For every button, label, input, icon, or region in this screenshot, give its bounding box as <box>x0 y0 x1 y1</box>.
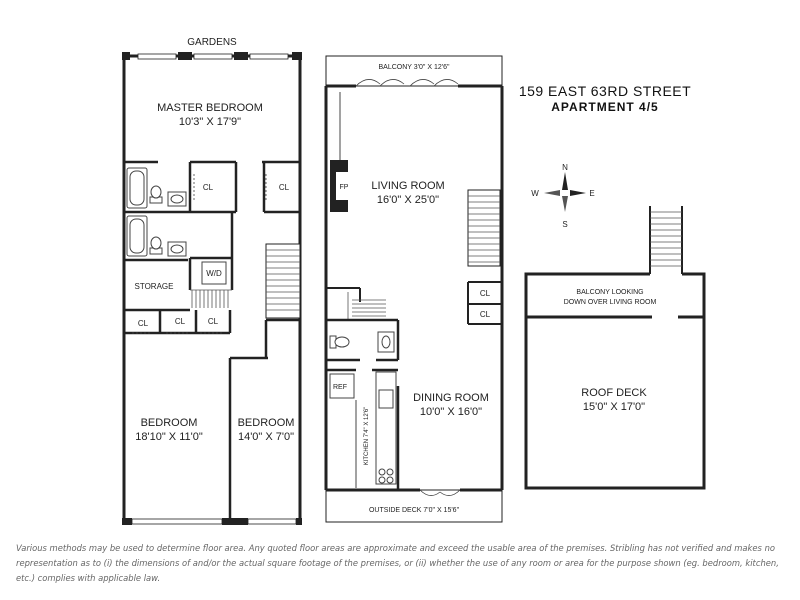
roof-level-plan <box>526 206 704 488</box>
master-bedroom-name: MASTER BEDROOM <box>157 102 263 114</box>
disclaimer-text: Various methods may be used to determine floor area. Any quoted floor areas are approximate and exceed the usable area of the premises. Stribling has not verified and makes no representation as to (i) the dimensions of and/or the actual square footage of the premises, or (ii) whether the use of any room or area for the purpose shown (eg. bedroom, kitchen, etc.) complies with applicable law. <box>16 543 779 583</box>
roof-deck-name: ROOF DECK <box>581 387 647 399</box>
compass-rose <box>531 163 594 229</box>
closet-label: CL <box>207 317 219 326</box>
washer-dryer-label: W/D <box>206 269 222 278</box>
main-stairs <box>468 190 500 266</box>
top-windows <box>122 52 302 60</box>
fireplace-label: FP <box>339 184 349 191</box>
dining-room-dims: 10'0" X 16'0" <box>419 406 483 418</box>
bottom-windows <box>122 518 302 525</box>
living-room-name: LIVING ROOM <box>371 180 445 192</box>
balcony-outline <box>326 56 502 86</box>
closet-label: CL <box>202 183 214 192</box>
lower-floor-interior-walls <box>124 162 300 522</box>
address-heading: 159 EAST 63RD STREET <box>518 83 692 99</box>
bedroom-name: BEDROOM <box>140 417 198 429</box>
balcony-note-line2: DOWN OVER LIVING ROOM <box>563 299 657 306</box>
roof-stairs <box>650 206 682 274</box>
compass-south: S <box>562 220 568 229</box>
bedroom-name: BEDROOM <box>237 417 295 429</box>
main-left-stairs <box>326 288 386 320</box>
gardens-label: GARDENS <box>187 37 237 48</box>
closet-label: CL <box>137 319 149 328</box>
outside-deck-outline <box>326 490 502 522</box>
deck-door <box>420 490 460 496</box>
closet-label: CL <box>278 183 290 192</box>
compass-east-arrow <box>570 190 586 196</box>
compass-north-arrow <box>562 172 568 190</box>
balcony-doors <box>356 79 458 86</box>
compass-south-arrow <box>562 196 568 212</box>
dining-room-name: DINING ROOM <box>413 392 489 404</box>
roof-deck-dims: 15'0" X 17'0" <box>582 401 646 413</box>
compass-north: N <box>562 163 568 172</box>
outside-deck-label: OUTSIDE DECK 7'0" X 15'6" <box>368 507 460 514</box>
closet-label: CL <box>174 317 186 326</box>
balcony-note-line1: BALCONY LOOKING <box>576 289 644 296</box>
living-room-dims: 16'0" X 25'0" <box>376 194 440 206</box>
storage-label: STORAGE <box>134 282 174 291</box>
closet-label: CL <box>479 310 491 319</box>
kitchen-counter <box>376 372 396 484</box>
bedroom-dims: 14'0" X 7'0" <box>237 431 295 443</box>
refrigerator-label: REF <box>333 384 347 391</box>
closet-label: CL <box>479 289 491 298</box>
kitchen-label: KITCHEN 7'4" X 12'6" <box>364 406 370 466</box>
master-bedroom-dims: 10'3" X 17'9" <box>178 116 242 128</box>
compass-west: W <box>531 189 539 198</box>
lower-floor-plan <box>122 37 302 525</box>
compass-west-arrow <box>544 190 560 196</box>
bath-fixtures <box>150 186 186 256</box>
balcony-label: BALCONY 3'0" X 12'6" <box>378 64 450 71</box>
compass-east: E <box>589 189 595 198</box>
roof-outer-walls <box>526 274 704 488</box>
apartment-heading: APARTMENT 4/5 <box>551 100 659 114</box>
bedroom-dims: 18'10" X 11'0" <box>135 431 203 443</box>
main-floor-plan <box>326 56 502 522</box>
powder-fixtures <box>330 332 394 352</box>
